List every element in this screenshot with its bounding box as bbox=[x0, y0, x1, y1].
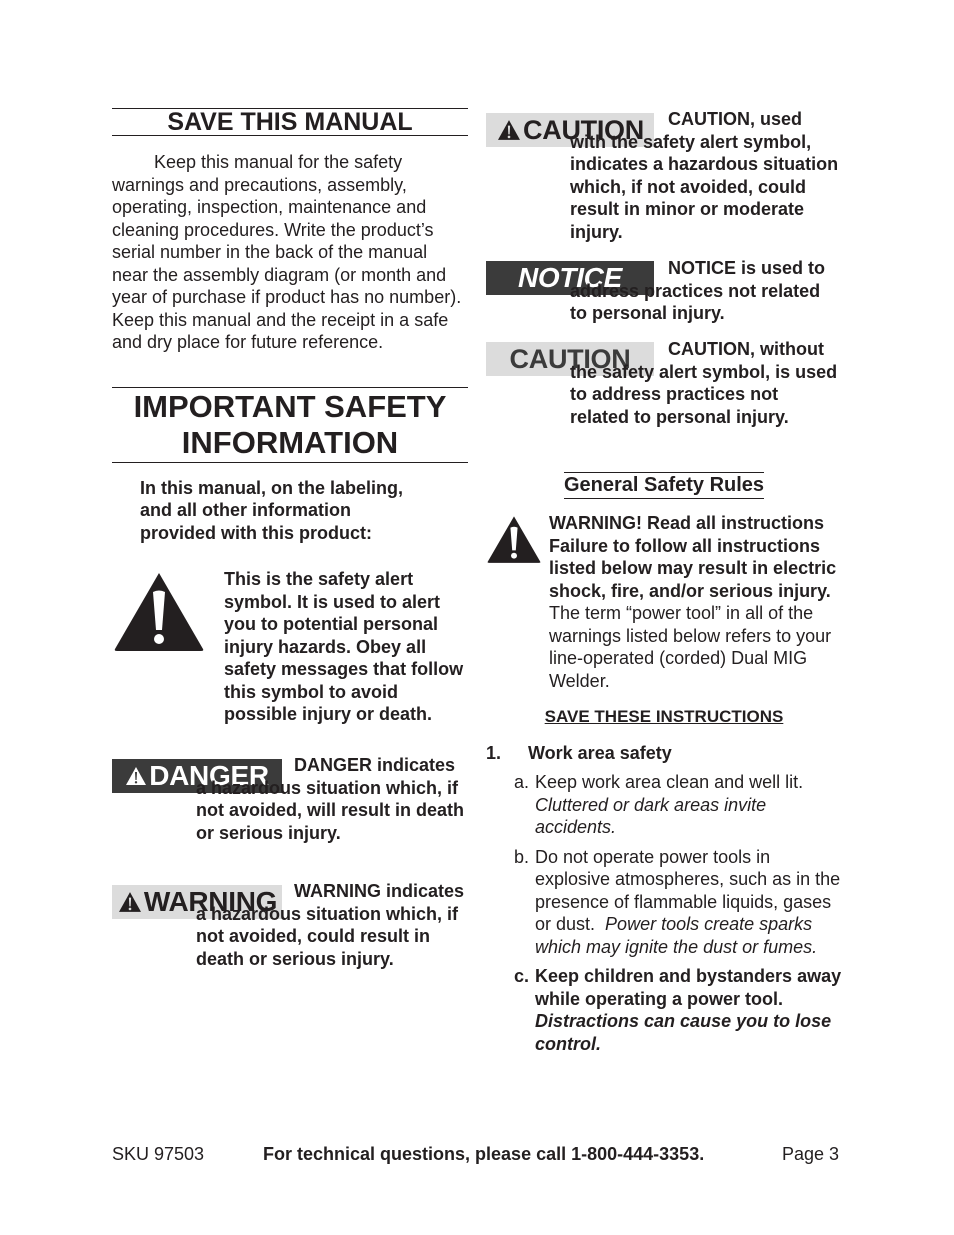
danger-text bbox=[196, 754, 468, 844]
general-rules-warning-bold: WARNING! Read all instructions Failure to follow all instructions listed below may result in electric shock, fire, and/or serious injury. bbox=[549, 513, 837, 601]
warning-label-text: WARNING bbox=[143, 886, 278, 917]
small-alert-icon bbox=[125, 766, 147, 786]
general-rules-title: General Safety Rules bbox=[564, 472, 764, 499]
warning-text bbox=[196, 880, 468, 970]
footer-sku: SKU 97503 bbox=[112, 1144, 205, 1164]
caution-alert-label-text: CAUTION bbox=[523, 114, 644, 145]
safety-info-heading-box bbox=[112, 387, 468, 463]
list-item bbox=[514, 771, 844, 839]
alert-symbol-text: This is the safety alert symbol. It is used to alert you to potential personal injury hazards. Obey all safety messages that follow this symbol to avoid possible injury or death. bbox=[224, 569, 464, 724]
notice-text-content: NOTICE is used to address practices not related to personal injury. bbox=[570, 258, 826, 323]
general-rules-warning-normal: The term “power tool” in all of the warnings listed below refers to your line-operated (corded) Dual MIG Welder. bbox=[549, 603, 832, 691]
section-number: 1. bbox=[486, 743, 502, 763]
list-item bbox=[514, 965, 844, 1055]
danger-label-text: DANGER bbox=[149, 760, 269, 791]
save-instructions bbox=[486, 706, 842, 728]
caution-text bbox=[570, 338, 842, 428]
list-item-letter: c. bbox=[514, 966, 530, 986]
notice-label-text: NOTICE bbox=[518, 262, 622, 293]
list-item-letter: b. bbox=[514, 846, 530, 867]
list-item-main: Do not operate power tools in explosive atmospheres, such as in the presence of flammable liquids, gases or dust. bbox=[535, 846, 841, 934]
list-item-main: Keep children and bystanders away while operating a power tool. bbox=[535, 966, 842, 1009]
save-instructions-text: SAVE THESE INSTRUCTIONS bbox=[544, 707, 784, 726]
rule-list bbox=[514, 771, 844, 1055]
list-item-text bbox=[535, 846, 844, 959]
footer-page-number: Page 3 bbox=[782, 1144, 840, 1164]
general-rules-warning bbox=[549, 512, 845, 692]
footer-tech-line: For technical questions, please call 1-800-444-3353. bbox=[263, 1144, 705, 1164]
safety-info-title bbox=[112, 389, 468, 461]
warning-triangle-icon bbox=[486, 514, 542, 564]
safety-info-title-line2: INFORMATION bbox=[181, 424, 399, 460]
list-item-main: Keep work area clean and well lit. bbox=[535, 772, 804, 792]
list-item-italic: Cluttered or dark areas invite accidents. bbox=[535, 794, 767, 837]
section-title: Work area safety bbox=[528, 743, 672, 763]
caution-alert-text-content: CAUTION, used with the safety alert symbol, indicates a hazardous situation which, if not avoided, could result in minor or moderate injury. bbox=[570, 109, 839, 242]
notice-text bbox=[570, 257, 842, 325]
list-item-letter: a. bbox=[514, 772, 530, 792]
safety-info-title-line1: IMPORTANT SAFETY bbox=[133, 388, 447, 424]
save-manual-title: SAVE THIS MANUAL bbox=[167, 108, 413, 136]
general-rules-heading bbox=[486, 472, 842, 499]
caution-text-content: CAUTION, without the safety alert symbol, is used to address practices not related to personal injury. bbox=[570, 339, 838, 427]
list-item-text bbox=[535, 965, 844, 1055]
left-column bbox=[112, 108, 468, 544]
list-item bbox=[514, 846, 844, 959]
section-heading bbox=[486, 742, 672, 764]
list-item-italic: Power tools create sparks which may ignite the dust or fumes. bbox=[535, 914, 818, 957]
small-alert-icon bbox=[117, 891, 143, 913]
caution-label-text: CAUTION bbox=[509, 343, 631, 374]
danger-text-content: DANGER indicates a hazardous situation which, if not avoided, will result in death or serious injury. bbox=[196, 755, 465, 843]
list-item-italic: Distractions can cause you to lose control. bbox=[535, 1011, 832, 1054]
list-item-text bbox=[535, 771, 844, 839]
caution-alert-text bbox=[570, 108, 842, 243]
warning-triangle-icon bbox=[112, 570, 206, 652]
warning-text-content: WARNING indicates a hazardous situation which, if not avoided, could result in death or serious injury. bbox=[196, 881, 465, 969]
safety-info-intro: In this manual, on the labeling, and all other information provided with this product: bbox=[140, 477, 404, 543]
save-manual-body: Keep this manual for the safety warnings and precautions, assembly, operating, inspection, maintenance and cleaning procedures. Write the product’s serial number in the back of the manual near the assembly diagram (or month and year of purchase if product has no number). Keep this manual and the receipt in a safe and dry place for future reference. bbox=[112, 152, 462, 352]
save-manual-heading-box bbox=[112, 108, 468, 136]
small-alert-icon bbox=[496, 119, 522, 141]
